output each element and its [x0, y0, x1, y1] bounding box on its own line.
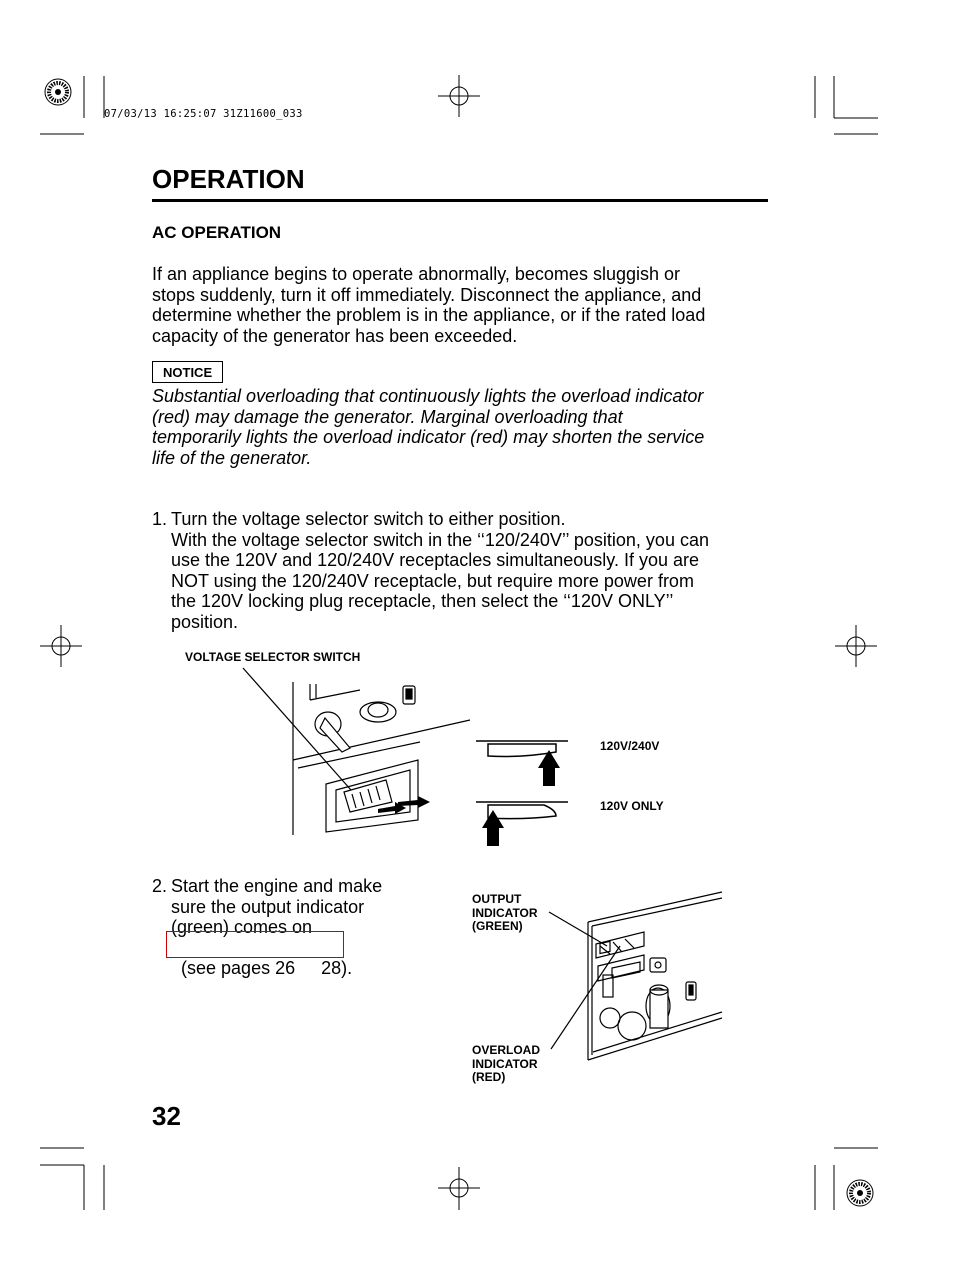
- subsection-title: AC OPERATION: [152, 223, 282, 242]
- ref-prefix: (see pages: [181, 957, 276, 978]
- overload-indicator-label: OVERLOAD INDICATOR (RED): [472, 1043, 541, 1084]
- section-title: OPERATION: [152, 164, 305, 194]
- ref-suffix: ).: [341, 957, 353, 978]
- step-1-line: With the voltage selector switch in the ‘‘120/240V’’ position, you can: [171, 529, 709, 550]
- intro-line: determine whether the problem is in the appliance, or if the rated load: [152, 305, 706, 325]
- position-120v-only-label: 120V ONLY: [600, 799, 664, 813]
- step-1-line: NOT using the 120/240V receptacle, but require more power from: [171, 570, 694, 591]
- ref-end-page: 28: [321, 957, 342, 978]
- step-1-line: position.: [171, 611, 239, 632]
- step-1-line: use the 120V and 120/240V receptacles simultaneously. If you are: [171, 550, 700, 570]
- position-120v-240v-label: 120V/240V: [600, 739, 660, 753]
- step-1-line: the 120V locking plug receptacle, then select the ‘‘120V ONLY’’: [171, 591, 674, 611]
- output-indicator-label: OUTPUT INDICATOR (GREEN): [472, 892, 538, 933]
- notice-line: Substantial overloading that continuously lights the overload indicator: [152, 386, 704, 406]
- step-1-line: Turn the voltage selector switch to either position.: [171, 509, 566, 529]
- notice-line: (red) may damage the generator. Marginal overloading that: [152, 406, 623, 427]
- step-2-line: Start the engine and make: [171, 876, 383, 896]
- ref-start-page: 26: [275, 957, 296, 978]
- step-2-line: (green) comes on: [171, 917, 313, 937]
- step-1-number: 1.: [152, 509, 168, 529]
- intro-line: If an appliance begins to operate abnormally, becomes sluggish or: [152, 264, 680, 284]
- voltage-selector-label: VOLTAGE SELECTOR SWITCH: [185, 650, 361, 664]
- intro-line: stops suddenly, turn it off immediately. Disconnect the appliance, and: [152, 284, 702, 305]
- step-2-line: sure the output indicator: [171, 896, 365, 917]
- page-number: 32: [152, 1101, 181, 1131]
- notice-line: temporarily lights the overload indicator (red) may shorten the service: [152, 427, 705, 447]
- print-stamp: 07/03/13 16:25:07 31Z11600_033: [104, 108, 303, 120]
- notice-badge: NOTICE: [152, 361, 223, 383]
- intro-line: capacity of the generator has been exceeded.: [152, 325, 518, 346]
- notice-line: life of the generator.: [152, 447, 312, 468]
- step-2-number: 2.: [152, 876, 168, 896]
